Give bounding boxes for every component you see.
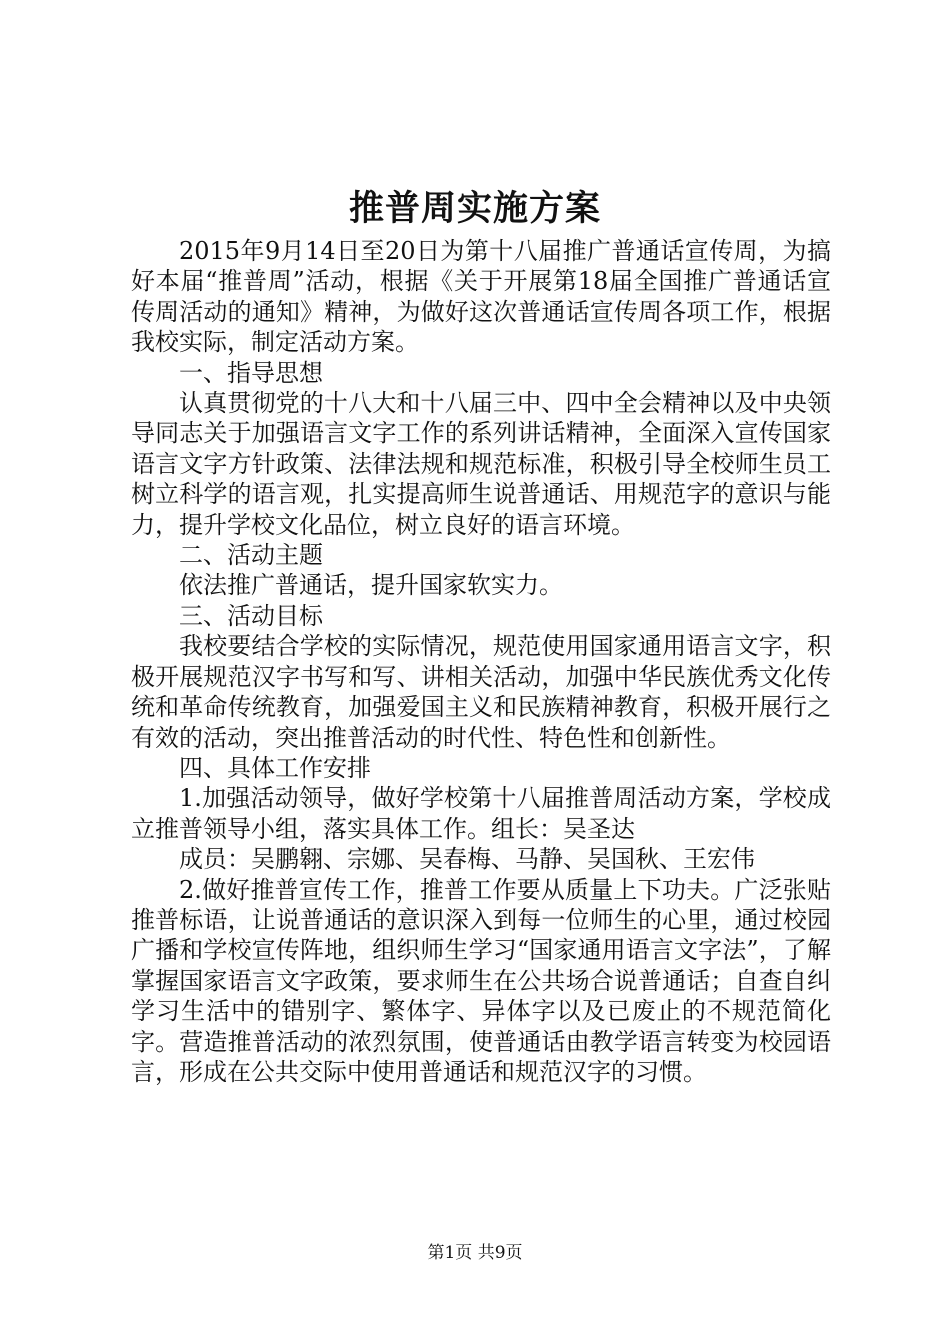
paragraph-activity-goals: 我校要结合学校的实际情况，规范使用国家通用语言文字，积极开展规范汉字书写和写、讲相关活动，加强中华民族优秀文化传统和革命传统教育，加强爱国主义和民族精神教育，积极开展行之有效的活动，突出推普活动的时代性、特色性和创新性。	[131, 632, 831, 752]
paragraph-intro: 2015年9月14日至20日为第十八届推广普通话宣传周，为搞好本届“推普周”活动，根据《关于开展第18届全国推广普通话宣传周活动的通知》精神，为做好这次普通话宣传周各项工作，根据我校实际，制定活动方案。	[131, 237, 831, 357]
document-body	[131, 236, 831, 1087]
paragraph-guiding-ideology: 认真贯彻党的十八大和十八届三中、四中全会精神以及中央领导同志关于加强语言文字工作的系列讲话精神，全面深入宣传国家语言文字方针政策、法律法规和规范标准，积极引导全校师生员工树立科学的语言观，扎实提高师生说普通话、用规范字的意识与能力，提升学校文化品位，树立良好的语言环境。	[131, 389, 831, 539]
paragraph-item-2: 2.做好推普宣传工作，推普工作要从质量上下功夫。广泛张贴推普标语，让说普通话的意识深入到每一位师生的心里，通过校园广播和学校宣传阵地，组织师生学习“国家通用语言文字法”，了解掌握国家语言文字政策，要求师生在公共场合说普通话；自查自纠学习生活中的错别字、繁体字、异体字以及已废止的不规范简化字。营造推普活动的浓烈氛围，使普通话由教学语言转变为校园语言，形成在公共交际中使用普通话和规范汉字的习惯。	[131, 875, 831, 1086]
document-title: 推普周实施方案	[348, 188, 601, 229]
paragraph-activity-theme: 依法推广普通话，提升国家软实力。	[179, 571, 563, 600]
heading-activity-goals: 三、活动目标	[179, 601, 323, 630]
paragraph-members: 成员：吴鹏翱、宗娜、吴春梅、马静、吴国秋、王宏伟	[179, 845, 755, 874]
paragraph-item-1: 1.加强活动领导，做好学校第十八届推普周活动方案，学校成立推普领导小组，落实具体工作。组长：吴圣达	[131, 784, 831, 843]
heading-activity-theme: 二、活动主题	[179, 541, 323, 570]
heading-guiding-ideology: 一、指导思想	[179, 358, 323, 387]
heading-work-arrangements: 四、具体工作安排	[179, 753, 371, 782]
page-number-footer: 第1页 共9页	[427, 1243, 523, 1263]
